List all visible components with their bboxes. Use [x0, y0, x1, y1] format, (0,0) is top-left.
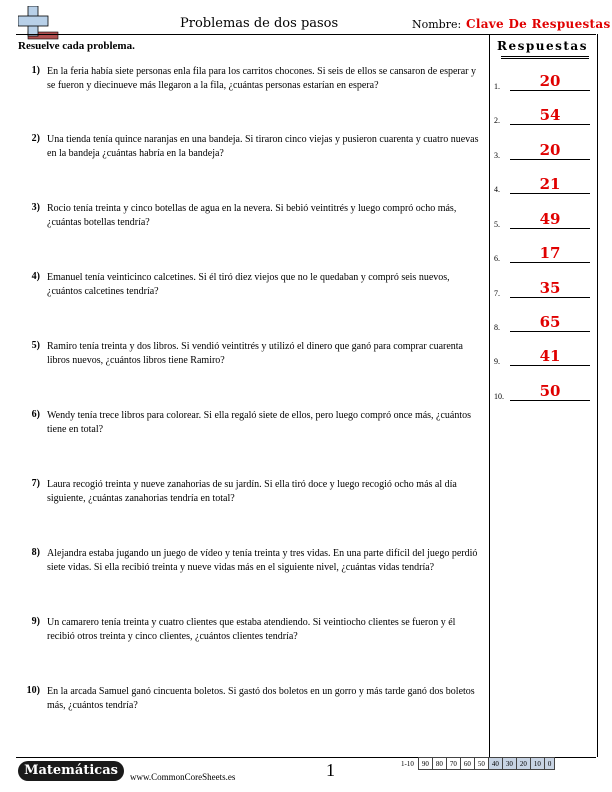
brand-badge: Matemáticas [18, 761, 124, 781]
score-cell: 80 [432, 758, 446, 770]
answer-value: 65 [510, 313, 590, 332]
problem-text: Una tienda tenía quince naranjas en una bandeja. Si tiraron cinco viejas y pusieron cuarenta y cuatro nuevas en la bandeja ¿cuántas habría en la bandeja? [47, 134, 479, 159]
site-url: www.CommonCoreSheets.es [130, 772, 236, 782]
problem-text: Wendy tenía trece libros para colorear. Si ella regaló siete de ellos, pero luego compró once más, ¿cuántos tiene en total? [47, 410, 472, 435]
answer-value: 49 [510, 210, 590, 229]
score-table [398, 757, 555, 770]
score-label: 1-10 [401, 759, 414, 768]
problem-text: Laura recogió treinta y nueve zanahorias de su jardín. Si ella tiró doce y luego recogió ocho más al día siguiente, ¿cuántas zanahorias tendría en total? [47, 479, 457, 504]
score-cell: 90 [418, 758, 432, 770]
answer-value: 20 [510, 72, 590, 91]
problem-number: 9) [31, 616, 40, 627]
score-cell: 40 [488, 758, 502, 770]
score-cell: 20 [516, 758, 530, 770]
answers-header: Respuestas [497, 39, 588, 53]
problem-text: Emanuel tenía veinticinco calcetines. Si él tiró diez viejos que no le quedaban y compró seis nuevos, ¿cuántos calcetines tendría? [47, 272, 450, 297]
score-cell: 10 [530, 758, 544, 770]
answer-value: 35 [510, 279, 590, 298]
page-title: Problemas de dos pasos [180, 16, 339, 31]
problem-text: Rocio tenía treinta y cinco botellas de agua en la nevera. Si bebió veintitrés y luego compró ocho más, ¿cuántas botellas tendría? [47, 203, 457, 228]
plus-logo-icon [18, 6, 62, 42]
answers-header-underline [501, 56, 589, 57]
answer-number: 9. [494, 357, 500, 366]
problem-text: Alejandra estaba jugando un juego de vídeo y tenía treinta y tres vidas. En una parte difícil del juego perdió siete vidas. Si ella recibió treinta y nueve vidas más en el siguiente nivel, ¿cuántas vidas tendría? [47, 548, 478, 573]
score-cell: 70 [446, 758, 460, 770]
score-cell: 60 [460, 758, 474, 770]
problem-number: 2) [31, 133, 40, 144]
problem-number: 4) [31, 271, 40, 282]
answer-number: 1. [494, 82, 500, 91]
answer-number: 8. [494, 323, 500, 332]
problem-number: 1) [31, 65, 40, 76]
problem-text: Un camarero tenía treinta y cuatro clientes que estaba atendiendo. Si veintiocho clientes se fueron y él recibió otros treinta y cinco clientes, ¿cuántos clientes tendría? [47, 617, 456, 642]
answer-number: 7. [494, 289, 500, 298]
answer-number: 5. [494, 220, 500, 229]
problem-text: En la feria había siete personas enla fila para los carritos chocones. Si seis de ellos se cansaron de esperar y se fueron y diecinueve más llegaron a la fila, ¿cuántas personas estarían en espera? [47, 66, 476, 91]
answer-value: 41 [510, 347, 590, 366]
logo [18, 6, 62, 42]
answer-number: 10. [494, 392, 504, 401]
answer-value: 54 [510, 106, 590, 125]
problem-number: 5) [31, 340, 40, 351]
instructions: Resuelve cada problema. [18, 40, 135, 52]
name-value: Clave De Respuestas [466, 17, 611, 31]
problem-number: 7) [31, 478, 40, 489]
answer-value: 50 [510, 382, 590, 401]
answers-header-underline [501, 58, 589, 59]
problem-number: 10) [26, 685, 40, 696]
problem-text: En la arcada Samuel ganó cincuenta boletos. Si gastó dos boletos en un gorro y más tarde ganó dos boletos más, ¿cuántos tendría? [47, 686, 475, 711]
problem-number: 8) [31, 547, 40, 558]
score-cell: 0 [544, 758, 555, 770]
answer-value: 17 [510, 244, 590, 263]
answer-value: 21 [510, 175, 590, 194]
answer-number: 6. [494, 254, 500, 263]
problem-number: 6) [31, 409, 40, 420]
score-cell: 50 [474, 758, 488, 770]
score-cell: 30 [502, 758, 516, 770]
page-number: 1 [326, 760, 335, 780]
name-label: Nombre: [412, 18, 462, 31]
problem-number: 3) [31, 202, 40, 213]
answer-number: 3. [494, 151, 500, 160]
answer-value: 20 [510, 141, 590, 160]
answer-number: 4. [494, 185, 500, 194]
problem-text: Ramiro tenía treinta y dos libros. Si vendió veintitrés y utilizó el dinero que ganó para comprar cuarenta libros nuevos, ¿cuántos libros tiene Ramiro? [47, 341, 463, 366]
answer-number: 2. [494, 116, 500, 125]
